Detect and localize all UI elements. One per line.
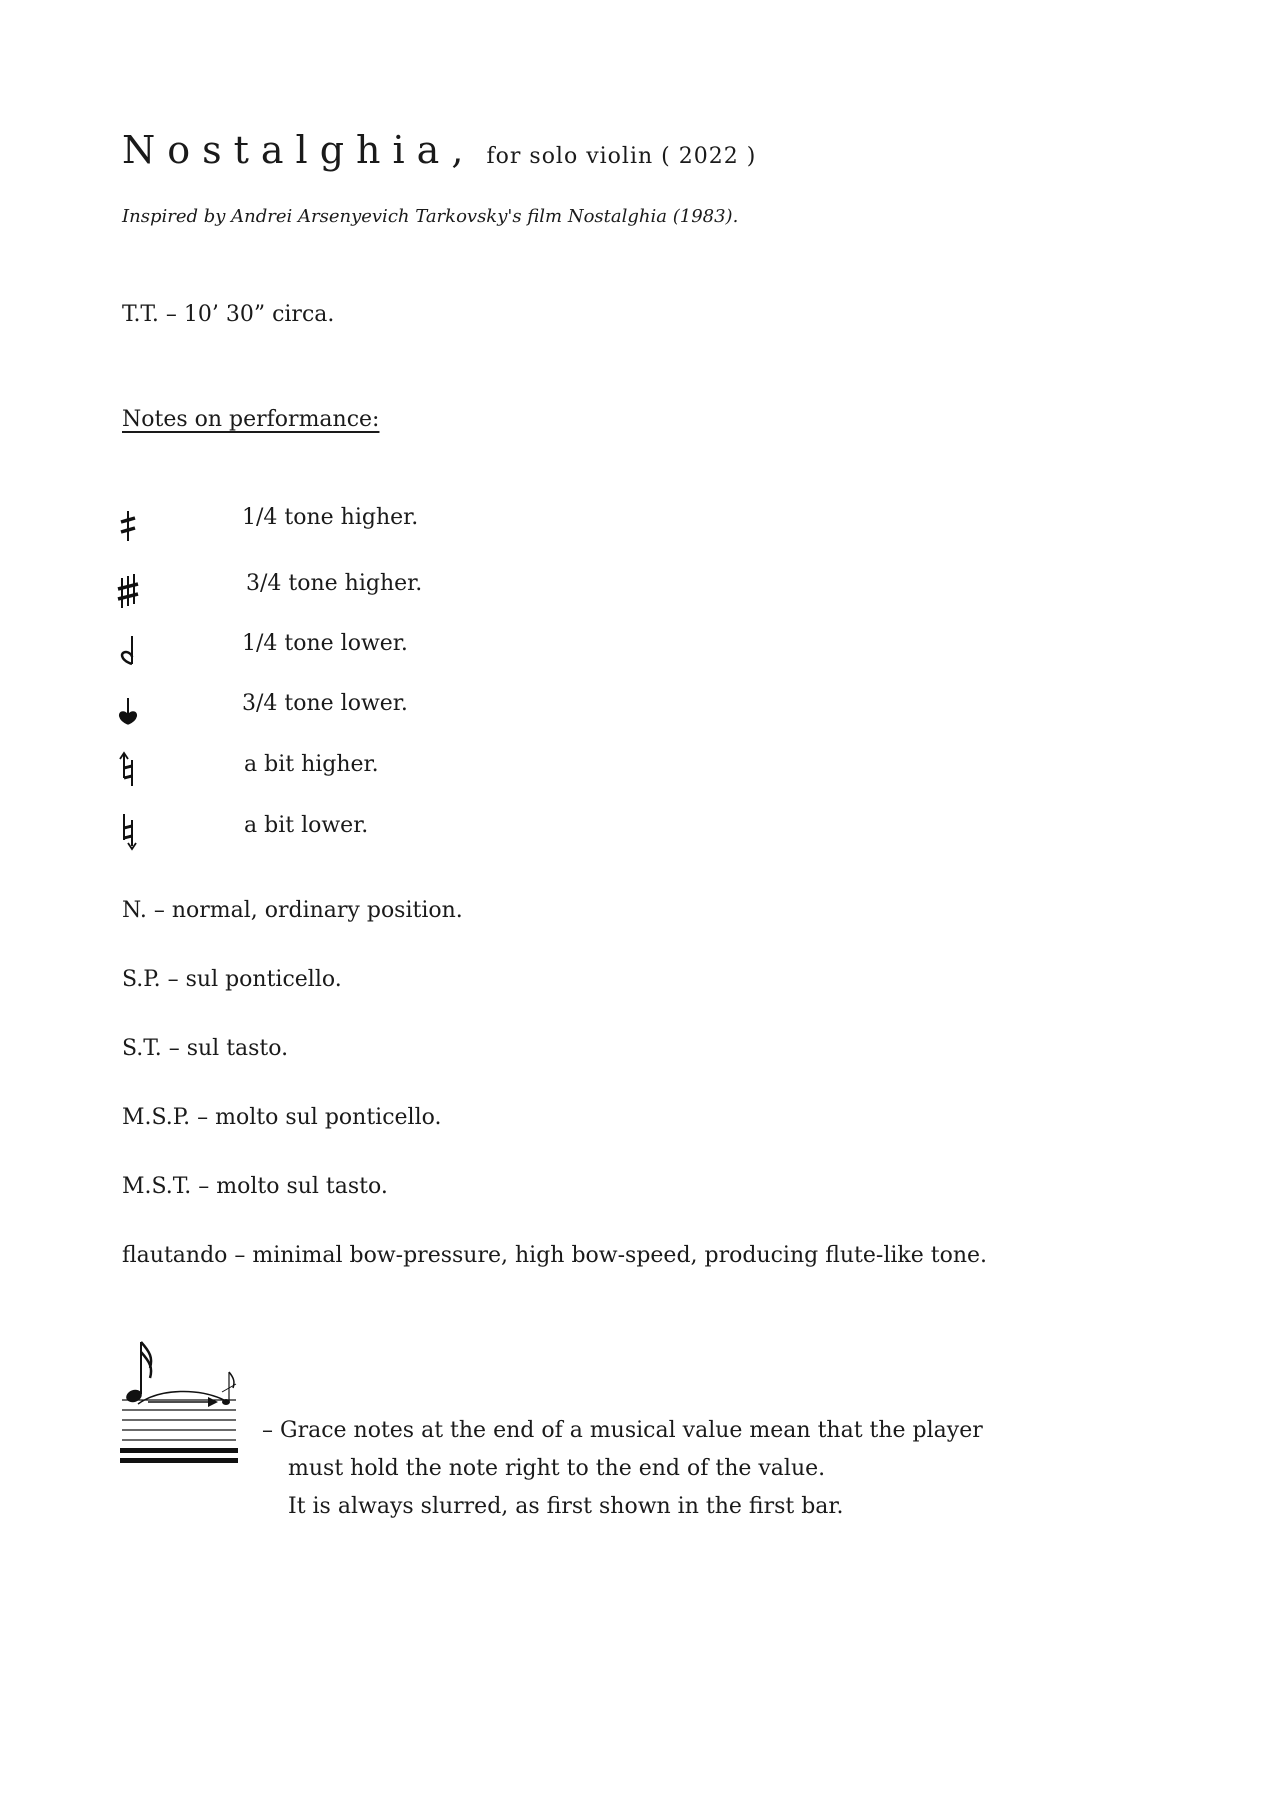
- term-flautando: flautando – minimal bow-pressure, high bow-speed, producing flute-like tone.: [122, 1243, 988, 1268]
- title-instrumentation: for solo violin ( 2022 ): [486, 144, 757, 169]
- term-molto-sul-ponticello: M.S.P. – molto sul ponticello.: [122, 1105, 442, 1130]
- accidental-label-quarter-flat: 1/4 tone lower.: [242, 631, 408, 656]
- accidental-label-a-bit-lower: a bit lower.: [244, 813, 369, 838]
- notes-heading: Notes on performance:: [122, 407, 380, 432]
- title-main: Nostalghia,: [122, 128, 476, 172]
- quarter-sharp-icon: [116, 505, 140, 545]
- term-sul-ponticello: S.P. – sul ponticello.: [122, 967, 342, 992]
- accidental-label-quarter-sharp: 1/4 tone higher.: [242, 505, 419, 530]
- term-molto-sul-tasto: M.S.T. – molto sul tasto.: [122, 1174, 388, 1199]
- total-duration: T.T. – 10’ 30” circa.: [122, 302, 335, 327]
- grace-note-line-3: It is always slurred, as first shown in the first bar.: [288, 1494, 844, 1519]
- term-normal: N. – normal, ordinary position.: [122, 898, 463, 923]
- quarter-flat-icon: [116, 630, 140, 670]
- accidental-label-a-bit-higher: a bit higher.: [244, 752, 379, 777]
- three-quarter-sharp-icon: [116, 572, 140, 612]
- grace-note-notation-icon: [120, 1338, 238, 1468]
- term-sul-tasto: S.T. – sul tasto.: [122, 1036, 289, 1061]
- page-title: [122, 128, 756, 172]
- natural-arrow-up-icon: [116, 750, 140, 790]
- accidental-label-three-quarter-flat: 3/4 tone lower.: [242, 691, 408, 716]
- subtitle-inspiration: Inspired by Andrei Arsenyevich Tarkovsky's film Nostalghia (1983).: [122, 206, 739, 227]
- grace-note-explanation: [262, 1412, 983, 1526]
- natural-arrow-down-icon: [116, 812, 140, 852]
- three-quarter-flat-icon: [116, 690, 140, 730]
- accidental-label-three-quarter-sharp: 3/4 tone higher.: [246, 571, 423, 596]
- grace-note-line-2: must hold the note right to the end of the value.: [288, 1456, 826, 1481]
- grace-note-line-1: – Grace notes at the end of a musical value mean that the player: [262, 1418, 983, 1443]
